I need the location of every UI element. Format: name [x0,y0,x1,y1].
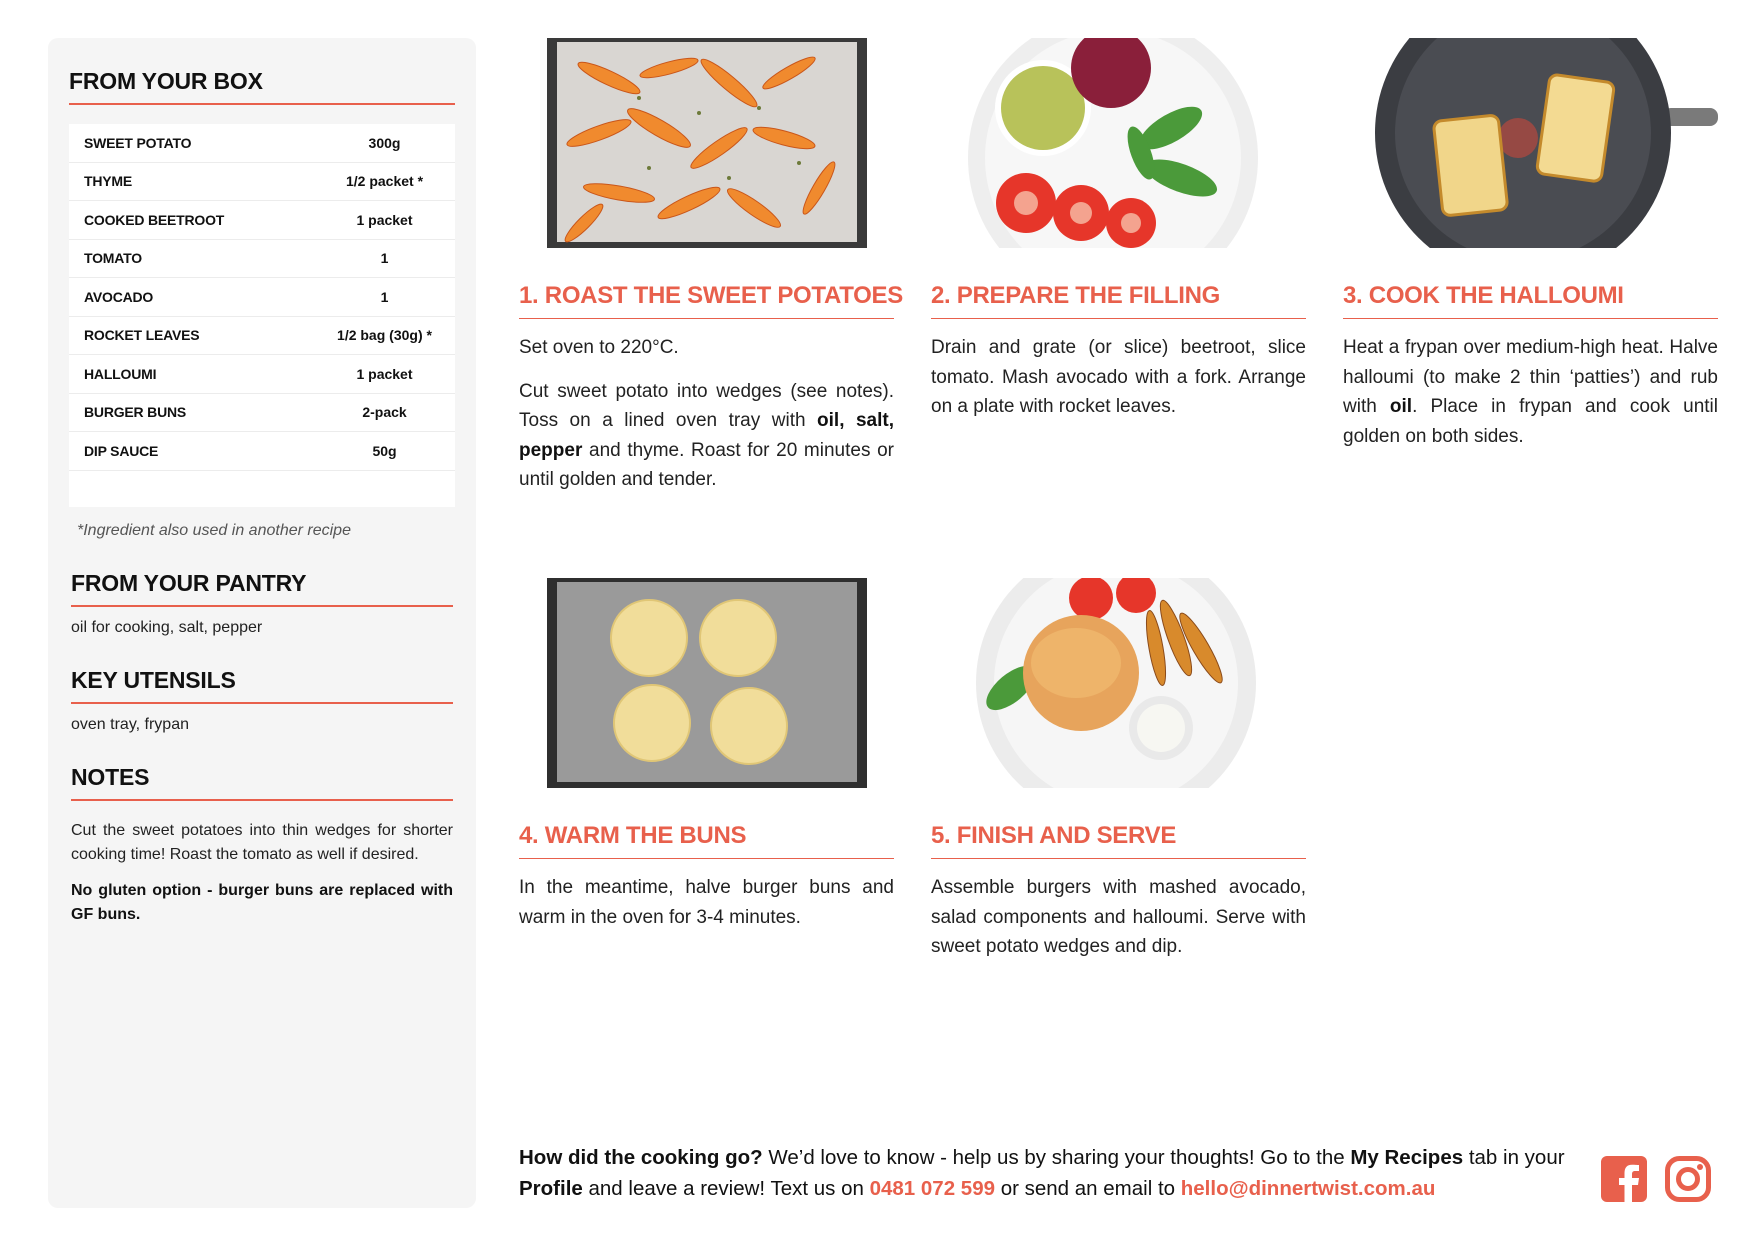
step-5-title: 5. FINISH AND SERVE [931,822,1306,859]
step-1-seasoning: oil, salt, pepper [519,410,894,461]
table-row [69,278,455,317]
step-4-title: 4. WARM THE BUNS [519,822,894,859]
pantry-section [71,570,453,637]
step-5-photo-finished-burger [931,578,1306,788]
notes-title: NOTES [71,764,453,801]
ingredient-name: HALLOUMI [69,355,314,394]
step-4 [519,578,894,932]
ingredient-qty: 1 packet [314,201,455,240]
step-2-body [931,333,1306,422]
email-link[interactable]: hello@dinnertwist.com.au [1180,1177,1436,1200]
utensils-section [71,667,453,734]
ingredient-name: THYME [69,162,314,201]
table-row [69,162,455,201]
my-recipes-label: My Recipes [1350,1146,1464,1169]
table-row [69,201,455,240]
phone-number-link[interactable]: 0481 072 599 [869,1177,995,1200]
ingredient-qty: 1/2 bag (30g) * [314,316,455,355]
step-4-body [519,873,894,932]
step-5 [931,578,1306,962]
step-1-text: Set oven to 220°C. [519,337,679,358]
step-1 [519,38,903,495]
step-4-photo-buns-tray [519,578,894,788]
ingredient-name: ROCKET LEAVES [69,316,314,355]
step-3-text: Heat a frypan over medium-high heat. Halve halloumi (to make 2 thin ‘patties’) and rub with oil. Place in frypan and cook until golden on both sides. [1343,337,1718,447]
pantry-title: FROM YOUR PANTRY [71,570,453,607]
table-row [69,239,455,278]
step-3 [1343,38,1718,451]
step-5-body [931,873,1306,962]
step-2-photo-filling-plate [931,38,1306,248]
profile-label: Profile [519,1177,583,1200]
feedback-footer: How did the cooking go? We’d love to know - help us by sharing your thoughts! Go to the My Recipes tab in your Profile and leave a review! Text us on 0481 072 599 or send an email to hello@dinnertwist.com.au [519,1146,1565,1200]
table-row [69,432,455,471]
utensils-text: oven tray, frypan [71,716,189,733]
ingredient-qty: 2-pack [314,393,455,432]
ingredient-name: DIP SAUCE [69,432,314,471]
ingredient-name: TOMATO [69,239,314,278]
ingredient-qty: 1 [314,278,455,317]
pantry-text: oil for cooking, salt, pepper [71,619,263,636]
ingredient-qty: 1/2 packet * [314,162,455,201]
table-spacer-row [69,470,455,507]
step-1-instructions: Cut sweet potato into wedges (see notes). Toss on a lined oven tray with oil, salt, pepper and thyme. Roast for 20 minutes or until golden and tender. [519,380,894,490]
step-1-title: 1. ROAST THE SWEET POTATOES [519,282,894,319]
step-3-oil: oil [1389,396,1413,417]
step-2-text: Drain and grate (or slice) beetroot, slice tomato. Mash avocado with a fork. Arrange on a plate with rocket leaves. [931,337,1306,417]
notes-text: Cut the sweet potatoes into thin wedges for shorter cooking time! Roast the tomato as well if desired. [71,822,453,863]
table-row [69,316,455,355]
step-1-body [519,333,894,495]
ingredients-table [69,124,455,507]
step-3-body [1343,333,1718,451]
ingredient-qty: 50g [314,432,455,471]
step-2 [931,38,1306,422]
step-2-title: 2. PREPARE THE FILLING [931,282,1306,319]
facebook-icon[interactable] [1601,1156,1647,1202]
ingredients-panel [48,38,476,1208]
step-4-text: In the meantime, halve burger buns and warm in the oven for 3-4 minutes. [519,877,894,928]
ingredient-footnote: *Ingredient also used in another recipe [77,522,351,539]
notes-section [71,764,453,927]
table-row [69,393,455,432]
ingredient-qty: 300g [314,124,455,162]
ingredient-qty: 1 packet [314,355,455,394]
ingredient-name: COOKED BEETROOT [69,201,314,240]
instagram-icon[interactable] [1665,1156,1711,1202]
from-your-box-title: FROM YOUR BOX [69,68,455,105]
feedback-question: How did the cooking go? [519,1146,763,1169]
ingredient-name: AVOCADO [69,278,314,317]
notes-gluten-option: No gluten option - burger buns are replaced with GF buns. [71,882,453,923]
table-row [69,124,455,162]
step-3-title: 3. COOK THE HALLOUMI [1343,282,1718,319]
step-5-text: Assemble burgers with mashed avocado, salad components and halloumi. Serve with sweet potato wedges and dip. [931,877,1306,957]
ingredient-qty: 1 [314,239,455,278]
ingredient-name: SWEET POTATO [69,124,314,162]
ingredient-name: BURGER BUNS [69,393,314,432]
step-3-photo-halloumi-frypan [1343,38,1718,248]
table-row [69,355,455,394]
step-1-photo-roasted-sweet-potato [519,38,894,248]
utensils-title: KEY UTENSILS [71,667,453,704]
